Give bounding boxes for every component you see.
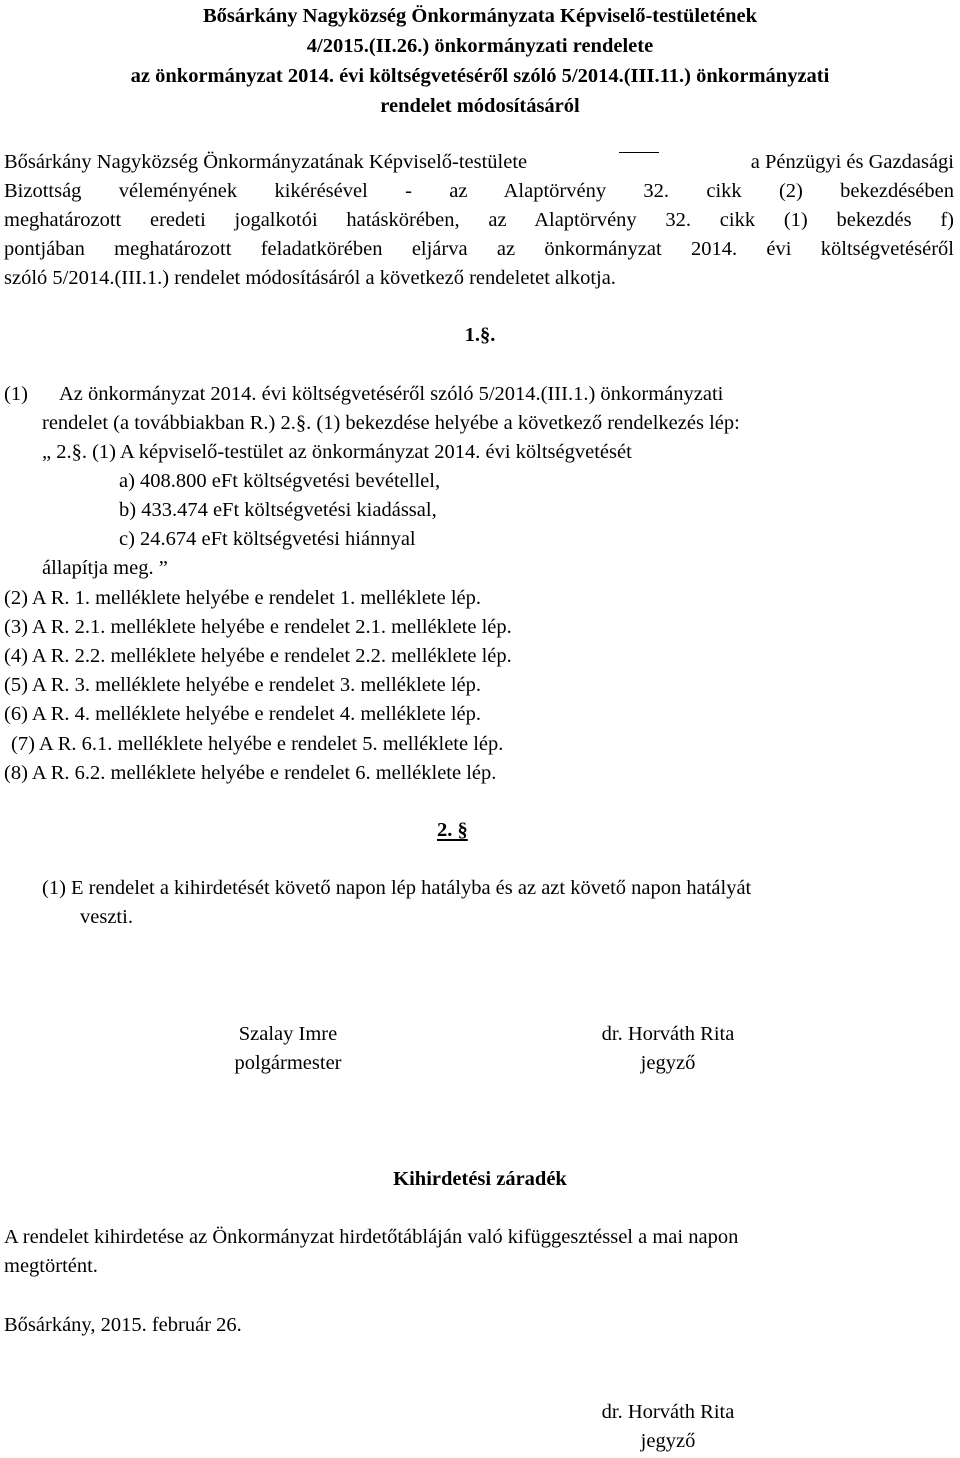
list-item-c: c) 24.674 eFt költségvetési hiánnyal <box>119 528 416 550</box>
paragraph-1-line-1: Az önkormányzat 2014. évi költségvetéséről szóló 5/2014.(III.1.) önkormányzati <box>59 383 724 405</box>
notary-name: dr. Horváth Rita <box>601 1023 735 1045</box>
title-line-2: 4/2015.(II.26.) önkormányzati rendelete <box>306 35 654 57</box>
clause-signer-name: dr. Horváth Rita <box>601 1401 735 1423</box>
clause-line-2: megtörtént. <box>4 1255 98 1277</box>
clause-heading: Kihirdetési záradék <box>393 1168 567 1190</box>
section-2-paragraph-line-1: (1) E rendelet a kihirdetését követő napon lép hatályba és az azt követő napon hatályát <box>42 877 752 899</box>
title-line-4: rendelet módosításáról <box>380 95 580 117</box>
preamble-line-4: pontjában meghatározott feladatkörében eljárva az önkormányzat 2014. évi költségvetéséről <box>4 238 954 260</box>
mayor-title: polgármester <box>234 1052 342 1074</box>
section-2-paragraph-line-2: veszti. <box>80 906 133 928</box>
paragraph-5: (5) A R. 3. melléklete helyébe e rendelet 3. melléklete lép. <box>4 674 482 696</box>
quote-closing: állapítja meg. ” <box>42 557 168 579</box>
preamble-line-5: szóló 5/2014.(III.1.) rendelet módosításáról a következő rendeletet alkotja. <box>4 267 616 289</box>
preamble-line-3: meghatározott eredeti jogalkotói hatáskörében, az Alaptörvény 32. cikk (1) bekezdés f) <box>4 209 954 231</box>
paragraph-3: (3) A R. 2.1. melléklete helyébe e rendelet 2.1. melléklete lép. <box>4 616 512 638</box>
paragraph-6: (6) A R. 4. melléklete helyébe e rendelet 4. melléklete lép. <box>4 703 482 725</box>
clause-signer-title: jegyző <box>640 1430 696 1452</box>
preamble-line-2: Bizottság véleményének kikérésével - az Alaptörvény 32. cikk (2) bekezdésében <box>4 180 954 202</box>
paragraph-1-line-2: rendelet (a továbbiakban R.) 2.§. (1) bekezdése helyébe a következő rendelkezés lép: <box>42 412 740 434</box>
paragraph-4: (4) A R. 2.2. melléklete helyébe e rendelet 2.2. melléklete lép. <box>4 645 512 667</box>
em-dash <box>619 152 659 173</box>
paragraph-number-1: (1) <box>4 383 28 405</box>
section-2-heading: 2. § <box>437 819 468 841</box>
paragraph-2: (2) A R. 1. melléklete helyébe e rendelet 1. melléklete lép. <box>4 587 482 609</box>
list-item-a: a) 408.800 eFt költségvetési bevétellel, <box>119 470 441 492</box>
list-item-b: b) 433.474 eFt költségvetési kiadással, <box>119 499 437 521</box>
preamble-line-1-a: Bősárkány Nagyközség Önkormányzatának Képviselő-testülete <box>4 151 528 173</box>
mayor-name: Szalay Imre <box>238 1023 338 1045</box>
place-date: Bősárkány, 2015. február 26. <box>4 1314 242 1336</box>
paragraph-7: (7) A R. 6.1. melléklete helyébe e rendelet 5. melléklete lép. <box>11 733 504 755</box>
preamble-line-1-b: a Pénzügyi és Gazdasági <box>750 151 954 173</box>
notary-title: jegyző <box>640 1052 696 1074</box>
title-line-3: az önkormányzat 2014. évi költségvetéséről szóló 5/2014.(III.11.) önkormányzati <box>130 65 830 87</box>
quote-line: „ 2.§. (1) A képviselő-testület az önkormányzat 2014. évi költségvetését <box>42 441 632 463</box>
preamble-line-1 <box>4 152 954 173</box>
title-line-1: Bősárkány Nagyközség Önkormányzata Képviselő-testületének <box>202 5 758 27</box>
clause-line-1: A rendelet kihirdetése az Önkormányzat hirdetőtábláján való kifüggesztéssel a mai napon <box>4 1226 739 1248</box>
section-1-heading: 1.§. <box>464 324 496 346</box>
paragraph-8: (8) A R. 6.2. melléklete helyébe e rendelet 6. melléklete lép. <box>4 762 497 784</box>
